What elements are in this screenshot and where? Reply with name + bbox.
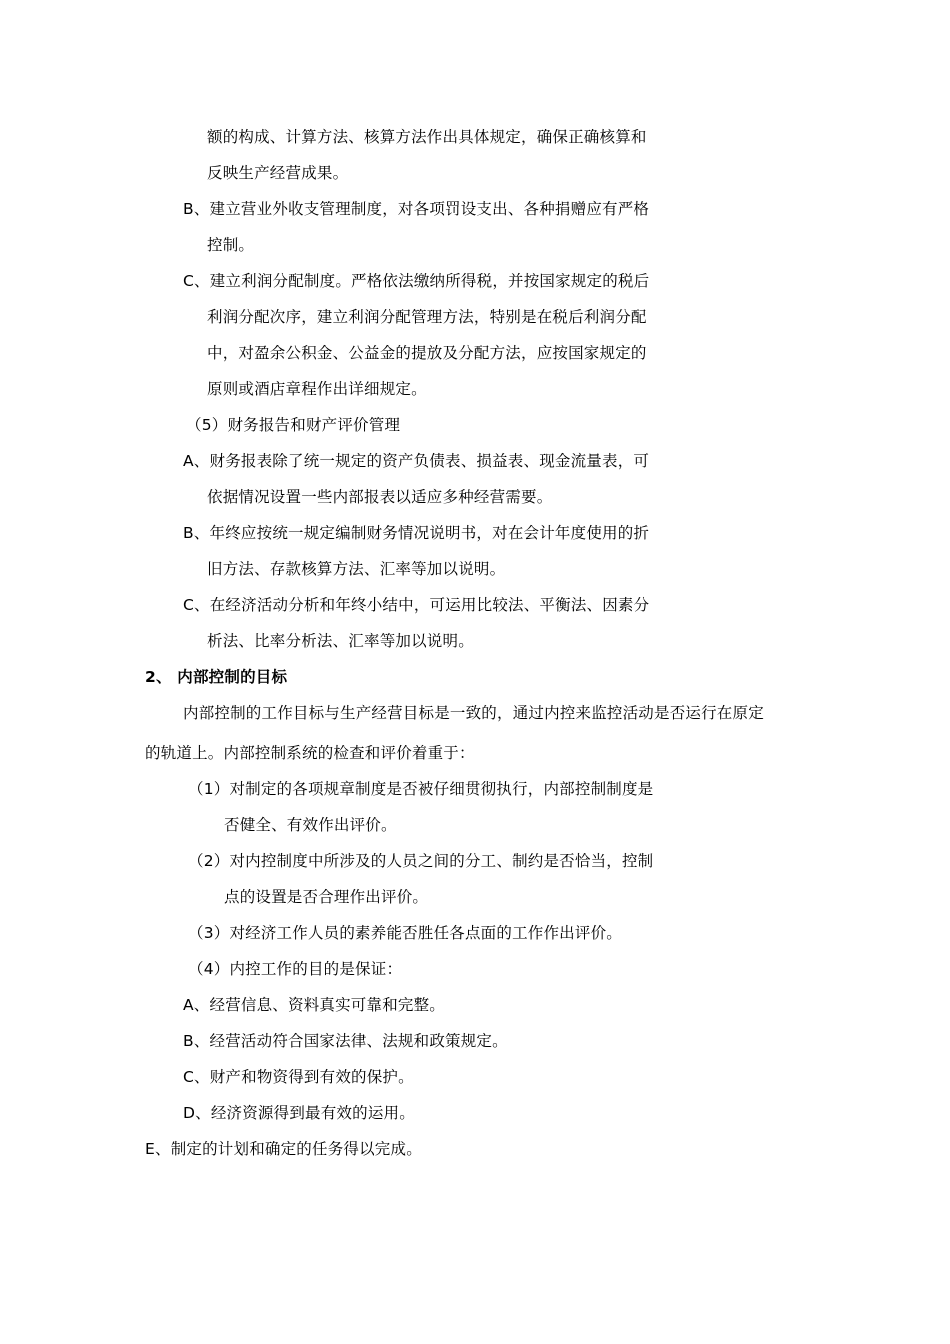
text-line: 依据情况设置一些内部报表以适应多种经营需要。 — [207, 488, 553, 506]
text-line: A、财务报表除了统一规定的资产负债表、损益表、现金流量表，可 — [183, 452, 650, 470]
text-line: 中，对盈余公积金、公益金的提放及分配方法，应按国家规定的 — [207, 344, 647, 362]
text-line: A、经营信息、资料真实可靠和完整。 — [183, 996, 446, 1014]
paragraph-line: 内部控制的工作目标与生产经营目标是一致的，通过内控来监控活动是否运行在原定 — [183, 704, 764, 722]
text-line: 利润分配次序，建立利润分配管理方法，特别是在税后利润分配 — [207, 308, 647, 326]
text-line: B、年终应按统一规定编制财务情况说明书，对在会计年度使用的折 — [183, 524, 650, 542]
text-line: C、建立利润分配制度。严格依法缴纳所得税，并按国家规定的税后 — [183, 272, 650, 290]
text-line: 析法、比率分析法、汇率等加以说明。 — [207, 632, 474, 650]
paragraph-line: 的轨道上。内部控制系统的检查和评价着重于： — [145, 744, 475, 762]
text-line: C、财产和物资得到有效的保护。 — [183, 1068, 414, 1086]
text-line: B、经营活动符合国家法律、法规和政策规定。 — [183, 1032, 508, 1050]
text-line: 旧方法、存款核算方法、汇率等加以说明。 — [207, 560, 506, 578]
text-line: B、建立营业外收支管理制度，对各项罚设支出、各种捐赠应有严格 — [183, 200, 650, 218]
text-line: （1）对制定的各项规章制度是否被仔细贯彻执行，内部控制制度是 — [188, 780, 654, 798]
text-line: E、制定的计划和确定的任务得以完成。 — [145, 1140, 422, 1158]
text-line: D、经济资源得到最有效的运用。 — [183, 1104, 415, 1122]
text-line: （4）内控工作的目的是保证： — [188, 960, 403, 978]
text-line: 原则或酒店章程作出详细规定。 — [207, 380, 427, 398]
section-title: 2、 内部控制的目标 — [145, 668, 288, 686]
text-line: （2）对内控制度中所涉及的人员之间的分工、制约是否恰当，控制 — [188, 852, 654, 870]
text-line: 反映生产经营成果。 — [207, 164, 349, 182]
section-heading: （5）财务报告和财产评价管理 — [186, 416, 401, 434]
text-line: 点的设置是否合理作出评价。 — [224, 888, 429, 906]
text-line: 额的构成、计算方法、核算方法作出具体规定，确保正确核算和 — [207, 128, 647, 146]
text-line: （3）对经济工作人员的素养能否胜任各点面的工作作出评价。 — [188, 924, 622, 942]
text-line: C、在经济活动分析和年终小结中，可运用比较法、平衡法、因素分 — [183, 596, 650, 614]
text-line: 控制。 — [207, 236, 255, 254]
text-line: 否健全、有效作出评价。 — [224, 816, 397, 834]
